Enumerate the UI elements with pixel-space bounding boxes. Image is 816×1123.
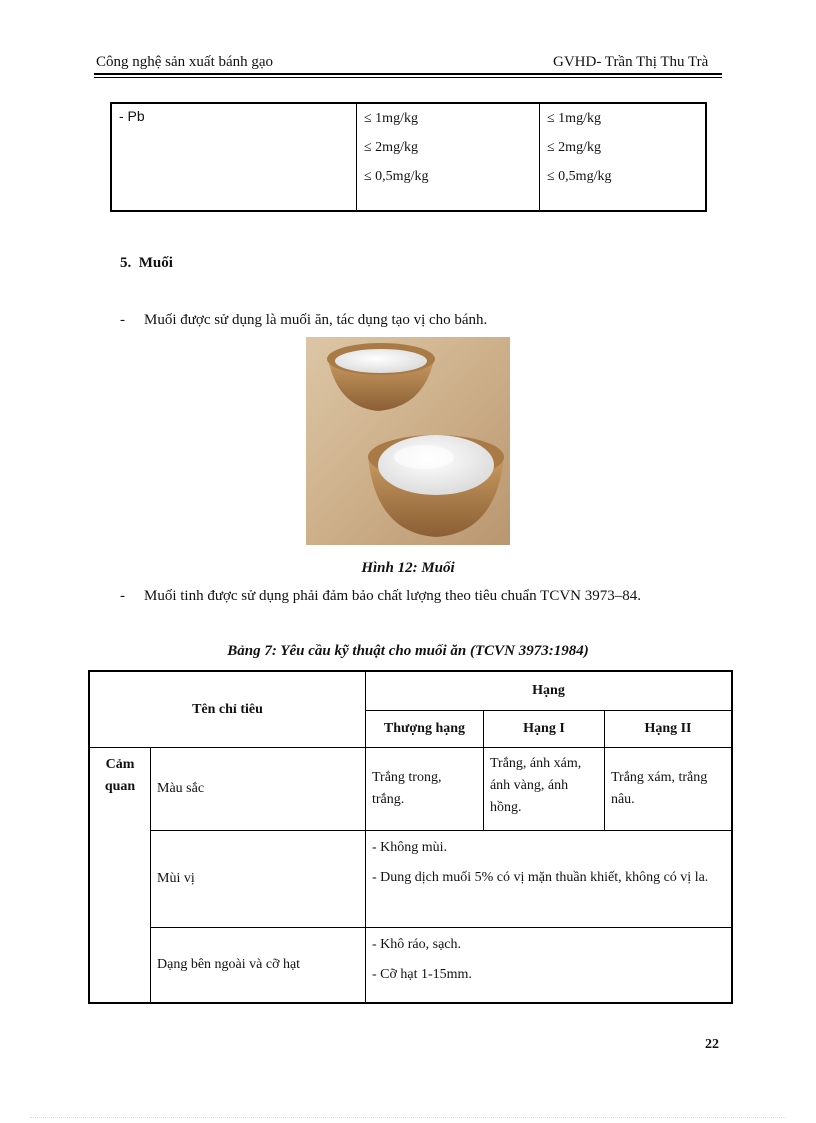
bullet-text: Muối được sử dụng là muối ăn, tác dụng tạo vị cho bánh. [144, 312, 488, 328]
group-label: Cảm quan [104, 757, 136, 794]
pb-label-cell [111, 103, 357, 211]
pb-limits-table [110, 102, 707, 212]
criterion-cell: Màu sắc [151, 748, 366, 831]
header-supervisor: GVHD- Trần Thị Thu Trà [553, 54, 709, 70]
value-cell: Trắng, ánh xám, ánh vàng, ánh hồng. [483, 748, 604, 831]
header-rule-thin [94, 77, 722, 78]
value-cell: Trắng trong, trắng. [365, 748, 483, 831]
page-number: 22 [705, 1037, 719, 1052]
header-grade-2: Hạng II [604, 711, 732, 748]
criterion-cell: Mùi vị [151, 831, 366, 928]
value-line: - Không mùi. [371, 840, 448, 855]
pb-col3-value: ≤ 2mg/kg [547, 140, 601, 155]
pb-col3-cell [540, 103, 707, 211]
bullet-dash: - [120, 588, 125, 604]
pb-col2-value: ≤ 1mg/kg [364, 111, 418, 126]
header-grade: Hạng [365, 671, 732, 711]
table-row [89, 928, 732, 1004]
figure-caption: Hình 12: Muối [361, 560, 455, 576]
table-caption: Bảng 7: Yêu cầu kỹ thuật cho muối ăn (TCVN 3973:1984) [227, 643, 589, 659]
table-row [89, 748, 732, 831]
header-rule-thick [94, 73, 722, 75]
table-row [89, 831, 732, 928]
section-title: 5. Muối [120, 255, 173, 271]
header-title: Công nghệ sản xuất bánh gạo [96, 54, 274, 70]
pb-col2-value: ≤ 0,5mg/kg [364, 169, 429, 184]
value-line: - Khô ráo, sạch. [371, 937, 461, 952]
value-line: - Cỡ hạt 1-15mm. [371, 967, 472, 982]
group-cell [89, 748, 151, 1004]
salt-spec-table [88, 670, 733, 1004]
bullet-text: Muối tinh được sử dụng phải đảm bảo chất lượng theo tiêu chuẩn TCVN 3973–84. [144, 588, 641, 604]
value-line: - Dung dịch muối 5% có vị mặn thuần khiết, không có vị la. [371, 870, 709, 885]
salt-bowls-image [306, 337, 510, 545]
pb-col2-cell [357, 103, 540, 211]
pb-col2-value: ≤ 2mg/kg [364, 140, 418, 155]
pb-label: - Pb [119, 108, 145, 124]
merged-value-cell [365, 928, 732, 1004]
header-grade-1: Hạng I [483, 711, 604, 748]
merged-value-cell [365, 831, 732, 928]
header-grade-premium: Thượng hạng [365, 711, 483, 748]
pb-col3-value: ≤ 0,5mg/kg [547, 169, 612, 184]
criterion-cell: Dạng bên ngoài và cỡ hạt [151, 928, 366, 1004]
pb-col3-value: ≤ 1mg/kg [547, 111, 601, 126]
footer-dotted-rule [30, 1117, 786, 1118]
bullet-dash: - [120, 312, 125, 328]
table-row [89, 671, 732, 711]
table-row [111, 103, 706, 211]
value-cell: Trắng xám, trắng nâu. [604, 748, 732, 831]
header-criteria: Tên chỉ tiêu [89, 671, 365, 748]
